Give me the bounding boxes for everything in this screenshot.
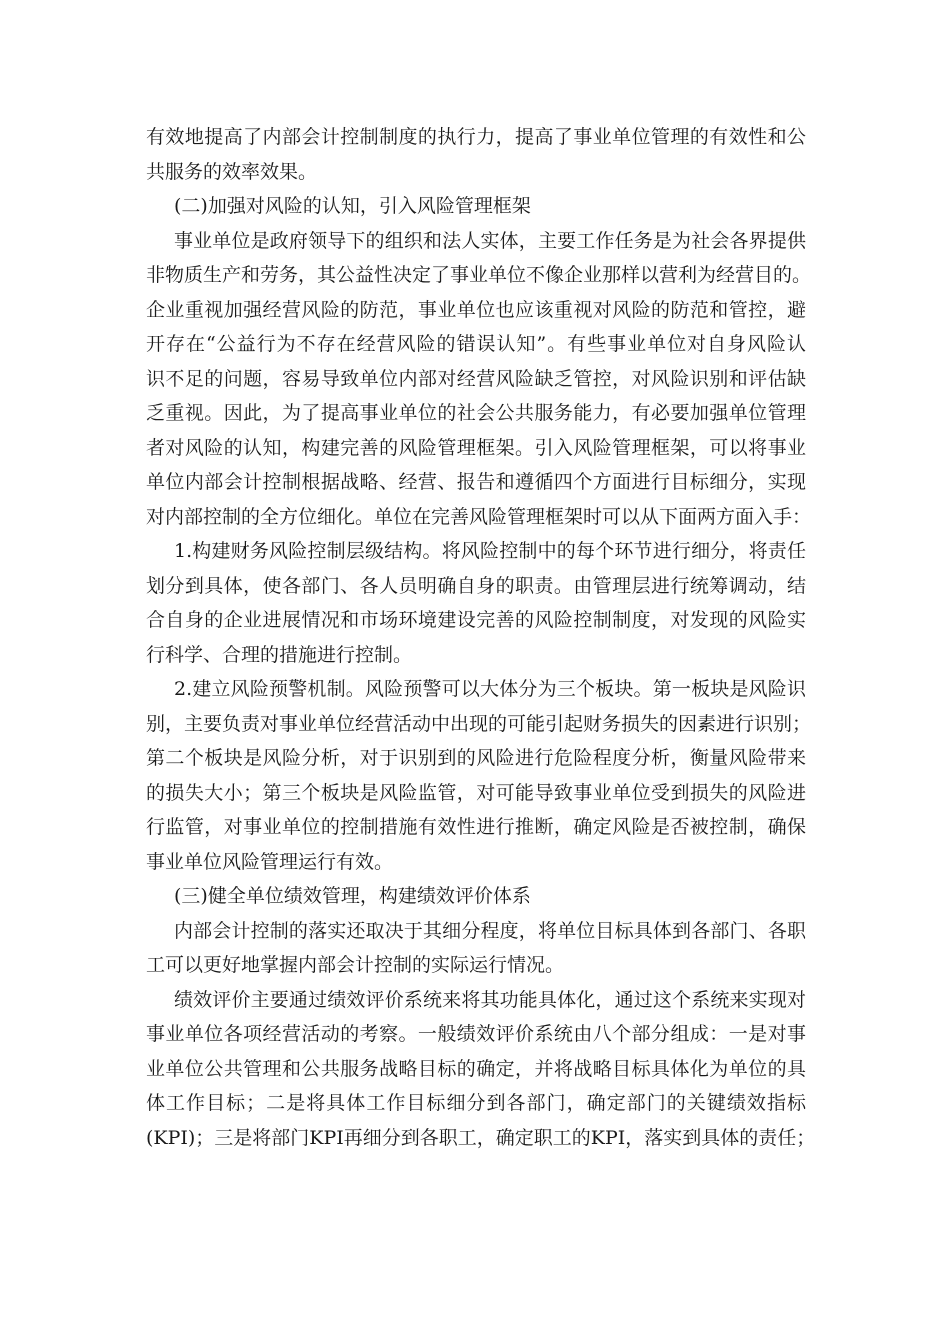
text-line: 2.建立风险预警机制。风险预警可以大体分为三个板块。第一板块是风险识 — [174, 678, 806, 700]
text-line: 1.构建财务风险控制层级结构。将风险控制中的每个环节进行细分，将责任 — [174, 540, 806, 562]
text-line: 者对风险的认知，构建完善的风险管理框架。引入风险管理框架，可以将事业 — [146, 436, 806, 459]
text-line: 别，主要负责对事业单位经营活动中出现的可能引起财务损失的因素进行识别； — [146, 712, 812, 735]
text-line: (KPI)；三是将部门KPI再细分到各职工，确定职工的KPI，落实到具体的责任； — [146, 1126, 816, 1149]
text-line: 有效地提高了内部会计控制制度的执行力，提高了事业单位管理的有效性和公 — [146, 126, 806, 148]
text-line: 绩效评价主要通过绩效评价系统来将其功能具体化，通过这个系统来实现对 — [174, 988, 806, 1011]
text-line: 划分到具体，使各部门、各人员明确自身的职责。由管理层进行统筹调动，结 — [146, 574, 806, 597]
text-line: 工可以更好地掌握内部会计控制的实际运行情况。 — [146, 954, 565, 976]
text-line: 事业单位风险管理运行有效。 — [146, 850, 394, 873]
text-line: 的损失大小；第三个板块是风险监管，对可能导致事业单位受到损失的风险进 — [146, 781, 806, 804]
text-line: 非物质生产和劳务，其公益性决定了事业单位不像企业那样以营利为经营目的。 — [146, 264, 812, 286]
text-line: 体工作目标；二是将具体工作目标细分到各部门，确定部门的关键绩效指标 — [146, 1092, 806, 1114]
text-line: 企业重视加强经营风险的防范，事业单位也应该重视对风险的防范和管控，避 — [146, 298, 806, 321]
document-page — [146, 120, 816, 1155]
text-line: 识不足的问题，容易导致单位内部对经营风险缺乏管控，对风险识别和评估缺 — [146, 367, 806, 390]
text-line: (二)加强对风险的认知，引入风险管理框架 — [174, 195, 531, 217]
text-line: 单位内部会计控制根据战略、经营、报告和遵循四个方面进行目标细分，实现 — [146, 471, 806, 493]
text-line: 对内部控制的全方位细化。单位在完善风险管理框架时可以从下面两方面入手： — [146, 505, 812, 528]
text-line: (三)健全单位绩效管理，构建绩效评价体系 — [174, 885, 531, 907]
text-line: 行科学、合理的措施进行控制。 — [146, 643, 413, 666]
text-line: 第二个板块是风险分析，对于识别到的风险进行危险程度分析，衡量风险带来 — [146, 747, 806, 769]
text-line: 开存在“公益行为不存在经营风险的错误认知”。有些事业单位对自身风险认 — [146, 333, 806, 355]
text-line: 事业单位各项经营活动的考察。一般绩效评价系统由八个部分组成：一是对事 — [146, 1023, 806, 1045]
text-line: 事业单位是政府领导下的组织和法人实体，主要工作任务是为社会各界提供 — [174, 229, 806, 252]
text-line: 行监管，对事业单位的控制措施有效性进行推断，确定风险是否被控制，确保 — [146, 816, 806, 838]
text-line: 内部会计控制的落实还取决于其细分程度，将单位目标具体到各部门、各职 — [174, 919, 806, 942]
text-line: 合自身的企业进展情况和市场环境建设完善的风险控制制度，对发现的风险实 — [146, 609, 806, 631]
text-line: 业单位公共管理和公共服务战略目标的确定，并将战略目标具体化为单位的具 — [146, 1057, 806, 1080]
text-line: 共服务的效率效果。 — [146, 160, 318, 183]
text-line: 乏重视。因此，为了提高事业单位的社会公共服务能力，有必要加强单位管理 — [146, 402, 806, 424]
